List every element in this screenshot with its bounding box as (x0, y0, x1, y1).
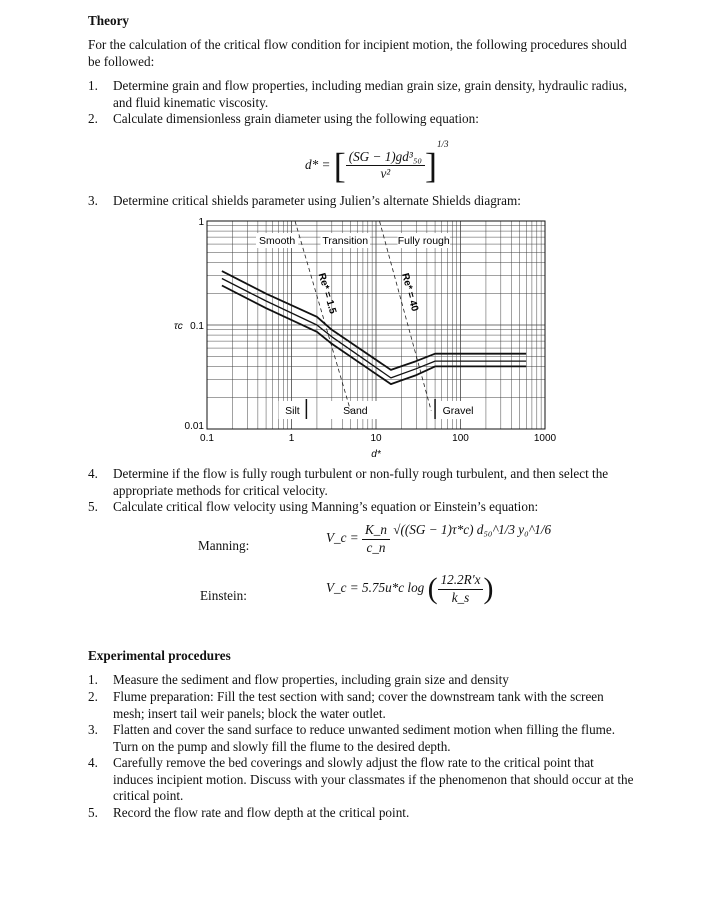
procedure-step (88, 672, 636, 689)
eq-rest: √((SG − 1)τ*c) d₅₀^1/3 y₀^1/6 (393, 522, 552, 538)
step-text: Determine critical shields parameter using Julien’s alternate Shields diagram: (113, 193, 521, 208)
region-label-bottom: Gravel (442, 405, 474, 417)
y-tick-label: 0.1 (190, 321, 204, 332)
region-label-bottom: Sand (343, 405, 368, 417)
step-text: Determine grain and flow properties, including median grain size, grain density, hydraulic radius, and fluid kinematic viscosity. (113, 78, 628, 110)
reynolds-label: Re* = 1.5 (315, 271, 339, 316)
step-number: 3. (88, 193, 98, 208)
eq-lhs: d* = (305, 157, 331, 172)
eq-numerator: 12.2R′x (438, 572, 484, 590)
step-text: Measure the sediment and flow properties, including grain size and density (113, 672, 509, 687)
x-axis-label: d* (371, 449, 381, 460)
procedure-step (88, 689, 636, 722)
x-tick-label: 1000 (533, 433, 557, 444)
step-text: Flume preparation: Fill the test section with sand; cover the downstream tank with the screen mesh; insert tail weir panels; block the water outlet. (113, 689, 604, 721)
region-label-bottom: Silt (285, 405, 300, 417)
step-text: Calculate dimensionless grain diameter using the following equation: (113, 111, 479, 126)
reynolds-label: Re* = 40 (399, 272, 421, 313)
eq-exponent: 1/3 (437, 139, 449, 149)
theory-step (88, 111, 636, 128)
eq-lhs: V_c = 5.75u*c log (326, 580, 425, 596)
manning-equation (326, 522, 551, 556)
einstein-equation: V_c = 5.75u*c log ( $\frac{12.2R'x}{k\_s}$ ) (326, 571, 494, 605)
eq-lhs: V_c = (326, 530, 359, 546)
x-tick-label: 1 (288, 433, 295, 444)
region-label-top: Fully rough (397, 235, 450, 247)
step-number: 4. (88, 466, 98, 481)
eq-numerator: K_n (362, 522, 390, 540)
procedure-step (88, 755, 636, 805)
dstar-equation: d* = [ $\frac{\text{(SG − 1)gd³₅₀}}{\text{ν²}}$ ]$^{1/3}$ (305, 139, 449, 186)
manning-label: Manning: (198, 538, 250, 553)
theory-step (88, 499, 636, 516)
step-number: 4. (88, 755, 98, 770)
step-text: Carefully remove the bed coverings and slowly adjust the flow rate to the critical point that induces incipient motion. Discuss with your classmates if the phenomenon that should occur at the critical point. (113, 755, 634, 803)
theory-step (88, 466, 636, 499)
step-text: Record the flow rate and flow depth at the critical point. (113, 805, 410, 820)
theory-step (88, 78, 636, 111)
einstein-label: Einstein: (200, 588, 247, 603)
step-number: 5. (88, 805, 98, 820)
region-label-top: Smooth (258, 235, 296, 247)
step-number: 3. (88, 722, 98, 737)
eq-denominator: c_n (366, 539, 386, 555)
procedure-step (88, 805, 636, 822)
procedure-step (88, 722, 636, 755)
shields-curve-upper (222, 271, 526, 370)
x-tick-label: 0.1 (200, 433, 214, 444)
y-tick-label: 0.01 (184, 421, 204, 432)
step-number: 2. (88, 111, 98, 126)
theory-step (88, 193, 636, 210)
eq-denominator: ν² (380, 166, 391, 182)
step-number: 1. (88, 672, 98, 687)
step-text: Determine if the flow is fully rough turbulent or non-fully rough turbulent, and then select the appropriate methods for critical velocity. (113, 466, 609, 498)
step-number: 5. (88, 499, 98, 514)
step-number: 2. (88, 689, 98, 704)
eq-numerator: (SG − 1)gd³₅₀ (346, 149, 425, 167)
region-label-top: Transition (322, 235, 369, 247)
experimental-heading: Experimental procedures (88, 648, 231, 663)
eq-denominator: k_s (451, 589, 470, 605)
step-text: Flatten and cover the sand surface to reduce unwanted sediment motion when filling the flume. Turn on the pump and slowly fill the flume to the desired depth. (113, 722, 616, 754)
x-tick-label: 100 (452, 433, 469, 444)
y-axis-label: τc (174, 321, 183, 332)
y-tick-label: 1 (198, 217, 204, 228)
shields-diagram (160, 212, 590, 467)
x-tick-label: 10 (370, 433, 382, 444)
theory-intro: For the calculation of the critical flow condition for incipient motion, the following procedures should be followed: (88, 37, 627, 69)
step-text: Calculate critical flow velocity using Manning’s equation or Einstein’s equation: (113, 499, 539, 514)
step-number: 1. (88, 78, 98, 93)
shields-curve-lower (222, 286, 526, 385)
theory-heading: Theory (88, 13, 130, 28)
